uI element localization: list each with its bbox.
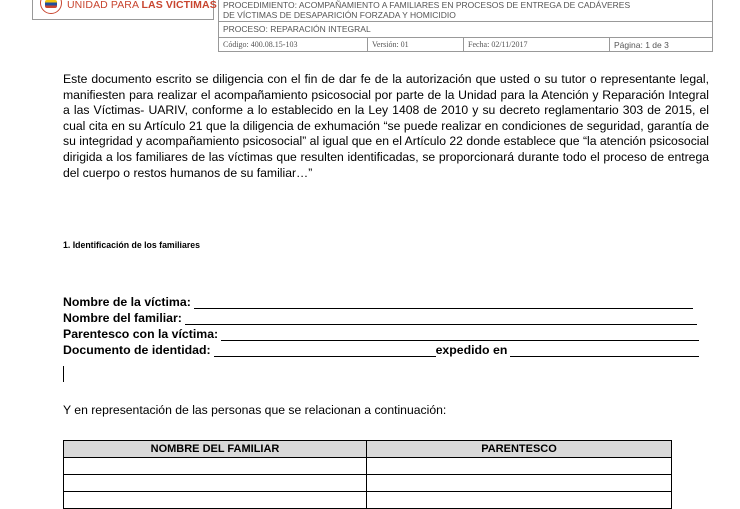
table-row	[64, 458, 672, 475]
table-cell-relationship[interactable]	[367, 492, 672, 509]
table-cell-name[interactable]	[64, 458, 367, 475]
victim-name-label: Nombre de la víctima:	[63, 295, 191, 309]
table-cell-name[interactable]	[64, 475, 367, 492]
issued-in-label: expedido en	[435, 343, 508, 357]
relative-name-row	[63, 309, 697, 325]
logo-cell	[32, 0, 217, 20]
document-code: Código: 400.08.15-103	[223, 40, 298, 49]
procedure-line-2: DE VÍCTIMAS DE DESAPARICIÓN FORZADA Y HOMICIDIO	[223, 10, 456, 20]
column-header-name: NOMBRE DEL FAMILIAR	[64, 441, 367, 458]
document-date: Fecha: 02/11/2017	[463, 38, 609, 52]
logo-text-bold: LAS VÍCTIMAS	[141, 0, 217, 11]
relatives-table	[63, 440, 672, 509]
relative-name-label: Nombre del familiar:	[63, 311, 182, 325]
table-row	[64, 475, 672, 492]
logo-text-regular: UNIDAD PARA	[67, 0, 142, 11]
column-header-relationship: PARENTESCO	[367, 441, 672, 458]
id-document-row	[63, 341, 699, 357]
table-cell-relationship[interactable]	[367, 475, 672, 492]
procedure-title	[218, 0, 713, 22]
coat-of-arms-icon	[40, 0, 62, 14]
victim-name-field[interactable]	[194, 296, 693, 309]
table-row	[64, 492, 672, 509]
relative-name-field[interactable]	[185, 312, 697, 325]
id-document-field[interactable]	[214, 344, 436, 357]
page-number: Página: 1 de 3	[609, 38, 714, 52]
text-cursor	[63, 366, 64, 382]
header-info	[218, 0, 713, 56]
table-header-row	[64, 441, 672, 458]
procedure-line-1: PROCEDIMIENTO: ACOMPAÑAMIENTO A FAMILIARES EN PROCESOS DE ENTREGA DE CADÁVERES	[223, 0, 631, 10]
victim-name-row	[63, 293, 693, 309]
section-title: 1. Identificación de los familiares	[63, 240, 200, 251]
unidad-victimas-logo	[67, 0, 217, 11]
representation-text: Y en representación de las personas que se relacionan a continuación:	[63, 403, 447, 417]
table-cell-name[interactable]	[64, 492, 367, 509]
metadata-row	[218, 38, 713, 52]
relationship-row	[63, 325, 699, 341]
issued-in-field[interactable]	[510, 344, 699, 357]
process-name: PROCESO: REPARACIÓN INTEGRAL	[218, 22, 713, 38]
document-version: Versión: 01	[367, 38, 463, 52]
relationship-label: Parentesco con la víctima:	[63, 327, 219, 341]
intro-paragraph: Este documento escrito se diligencia con el fin de dar fe de la autorización que usted o su tutor o representante legal, manifiesten para realizar el acompañamiento psicosocial por parte de la Unidad para la Atención y Reparación Integral a las Víctimas- UARIV, conforme a lo establecido en la Ley 1408 de 2010 y su decreto reglamentario 303 de 2015, el cual cita en su Artículo 21 que la diligencia de exhumación “se puede realizar en condiciones de seguridad, garantía de su integridad y acompañamiento psicosocial” al igual que en el Artículo 22 donde establece que “la atención psicosocial dirigida a los familiares de las víctimas que resulten identificadas, se proporcionará durante todo el proceso de entrega del cuerpo o restos humanos de su familiar…”	[63, 72, 709, 180]
table-cell-relationship[interactable]	[367, 458, 672, 475]
id-document-label: Documento de identidad:	[63, 343, 211, 357]
document-header	[32, 0, 713, 58]
relationship-field[interactable]	[221, 328, 699, 341]
